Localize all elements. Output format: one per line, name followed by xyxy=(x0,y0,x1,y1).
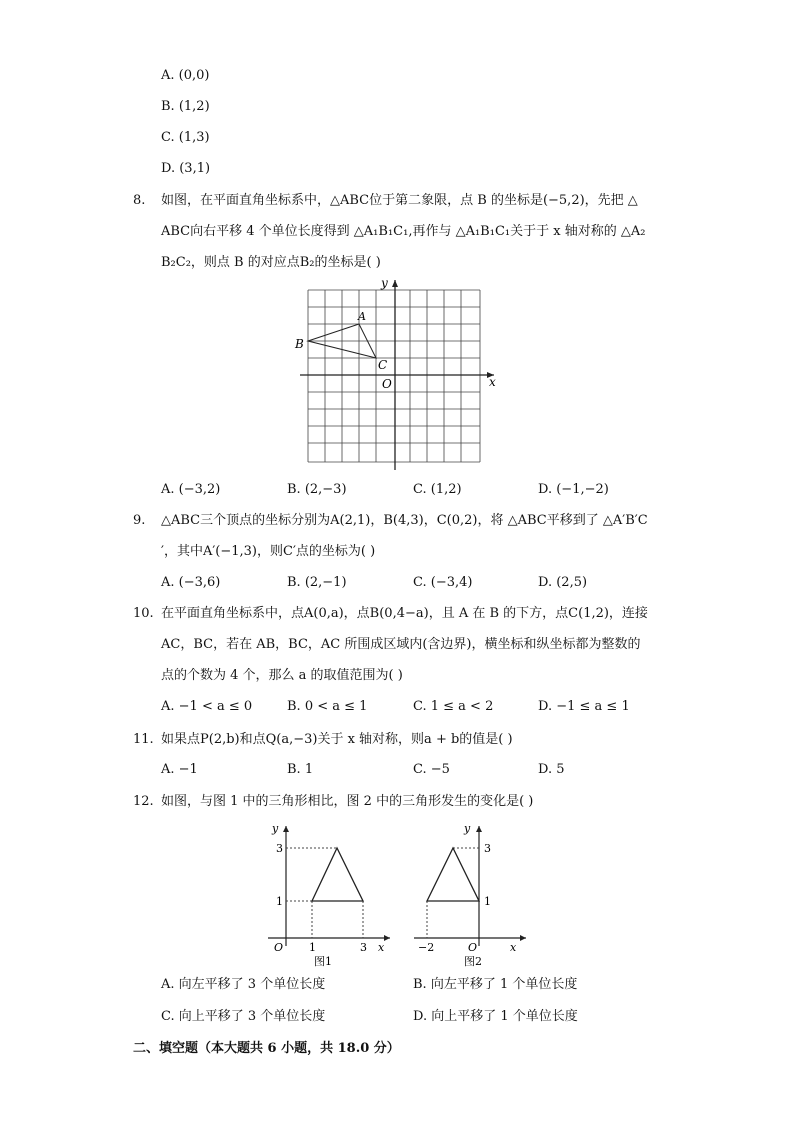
fig2-triangle xyxy=(427,848,479,901)
fig1-triangle xyxy=(312,848,363,901)
fig1-dotted-guides xyxy=(286,848,363,938)
q12-figure-1 xyxy=(262,818,398,970)
q8-coordinate-grid-figure xyxy=(290,276,500,472)
fig1-x-axis-arrow xyxy=(384,935,390,941)
fig2-label-y: y xyxy=(464,822,471,835)
fig1-label-y: y xyxy=(272,822,279,835)
q7-option-a[interactable]: A. (0,0) xyxy=(161,68,210,83)
q11-option-c[interactable]: C. −5 xyxy=(413,762,450,777)
q11-text-line-1: 如果点P(2,b)和点Q(a,−3)关于 x 轴对称，则a + b的值是( ) xyxy=(161,732,513,747)
q12-figure-2 xyxy=(406,818,534,970)
q10-option-a[interactable]: A. −1 < a ≤ 0 xyxy=(161,699,253,714)
q9-option-c[interactable]: C. (−3,4) xyxy=(413,575,473,590)
q10-number: 10. xyxy=(133,606,154,621)
q11-number: 11. xyxy=(133,732,154,747)
q8-label-y: y xyxy=(381,276,388,290)
fig1-tick-x1: 1 xyxy=(309,941,316,954)
fig1-tick-y1: 1 xyxy=(276,895,283,908)
q8-grid-lines xyxy=(308,290,480,462)
q10-text-line-3: 点的个数为 4 个，那么 a 的取值范围为( ) xyxy=(161,668,403,683)
q8-option-a[interactable]: A. (−3,2) xyxy=(161,482,221,497)
q8-option-c[interactable]: C. (1,2) xyxy=(413,482,462,497)
q12-text-line-1: 如图，与图 1 中的三角形相比，图 2 中的三角形发生的变化是( ) xyxy=(161,794,534,809)
q9-number: 9. xyxy=(133,513,146,528)
fig2-label-x: x xyxy=(510,941,517,954)
q8-y-axis-arrow xyxy=(392,280,398,287)
fig2-tick-xm2: −2 xyxy=(418,941,435,954)
q9-option-b[interactable]: B. (2,−1) xyxy=(287,575,347,590)
q8-label-a: A xyxy=(358,310,366,323)
fig2-tick-y1: 1 xyxy=(484,895,491,908)
fig2-label-o: O xyxy=(468,941,478,954)
q9-option-a[interactable]: A. (−3,6) xyxy=(161,575,221,590)
section-fill-in-blank-heading: 二、填空题（本大题共 6 小题，共 18.0 分） xyxy=(133,1041,400,1056)
q10-option-d[interactable]: D. −1 ≤ a ≤ 1 xyxy=(538,699,630,714)
q8-label-o: O xyxy=(382,377,392,391)
q9-text-line-1: △ABC三个顶点的坐标分别为A(2,1)，B(4,3)，C(0,2)，将 △ABC平移到了 △A′B′C xyxy=(161,513,648,528)
fig2-y-axis-arrow xyxy=(476,826,482,832)
q9-option-d[interactable]: D. (2,5) xyxy=(538,575,588,590)
fig1-tick-y3: 3 xyxy=(276,842,283,855)
q8-number: 8. xyxy=(133,193,146,208)
fig1-caption: 图1 xyxy=(314,955,332,968)
q10-option-c[interactable]: C. 1 ≤ a < 2 xyxy=(413,699,494,714)
q8-option-d[interactable]: D. (−1,−2) xyxy=(538,482,609,497)
q12-number: 12. xyxy=(133,794,154,809)
fig2-x-axis-arrow xyxy=(520,935,526,941)
q12-option-a[interactable]: A. 向左平移了 3 个单位长度 xyxy=(161,977,326,992)
q7-option-d[interactable]: D. (3,1) xyxy=(161,161,211,176)
fig2-caption: 图2 xyxy=(464,955,482,968)
q8-option-b[interactable]: B. (2,−3) xyxy=(287,482,347,497)
q8-text-line-3: B₂C₂，则点 B 的对应点B₂的坐标是( ) xyxy=(161,255,381,270)
fig2-dotted-guides xyxy=(427,848,479,938)
q12-option-d[interactable]: D. 向上平移了 1 个单位长度 xyxy=(413,1009,578,1024)
fig1-label-x: x xyxy=(378,941,385,954)
fig2-tick-y3: 3 xyxy=(484,842,491,855)
q10-option-b[interactable]: B. 0 < a ≤ 1 xyxy=(287,699,368,714)
q8-text-line-1: 如图，在平面直角坐标系中，△ABC位于第二象限，点 B 的坐标是(−5,2)，先把 △ xyxy=(161,193,638,208)
q11-option-d[interactable]: D. 5 xyxy=(538,762,565,777)
fig1-y-axis-arrow xyxy=(283,826,289,832)
q8-text-line-2: ABC向右平移 4 个单位长度得到 △A₁B₁C₁,再作与 △A₁B₁C₁关于于 x 轴对称的 △A₂ xyxy=(161,224,646,239)
q12-option-b[interactable]: B. 向左平移了 1 个单位长度 xyxy=(413,977,578,992)
q11-option-a[interactable]: A. −1 xyxy=(161,762,198,777)
q8-label-x: x xyxy=(489,375,496,389)
q10-text-line-1: 在平面直角坐标系中，点A(0,a)，点B(0,4−a)，且 A 在 B 的下方，点C(1,2)，连接 xyxy=(161,606,648,621)
q12-option-c[interactable]: C. 向上平移了 3 个单位长度 xyxy=(161,1009,326,1024)
q7-option-b[interactable]: B. (1,2) xyxy=(161,99,210,114)
q10-text-line-2: AC，BC，若在 AB，BC，AC 所围成区域内(含边界)，横坐标和纵坐标都为整数的 xyxy=(161,637,641,652)
q7-option-c[interactable]: C. (1,3) xyxy=(161,130,210,145)
q8-label-b: B xyxy=(295,337,304,351)
q8-label-c: C xyxy=(378,358,388,372)
q9-text-line-2: ′，其中A′(−1,3)，则C′点的坐标为( ) xyxy=(161,544,376,559)
fig1-label-o: O xyxy=(274,941,284,954)
fig1-tick-x3: 3 xyxy=(360,941,367,954)
q11-option-b[interactable]: B. 1 xyxy=(287,762,314,777)
